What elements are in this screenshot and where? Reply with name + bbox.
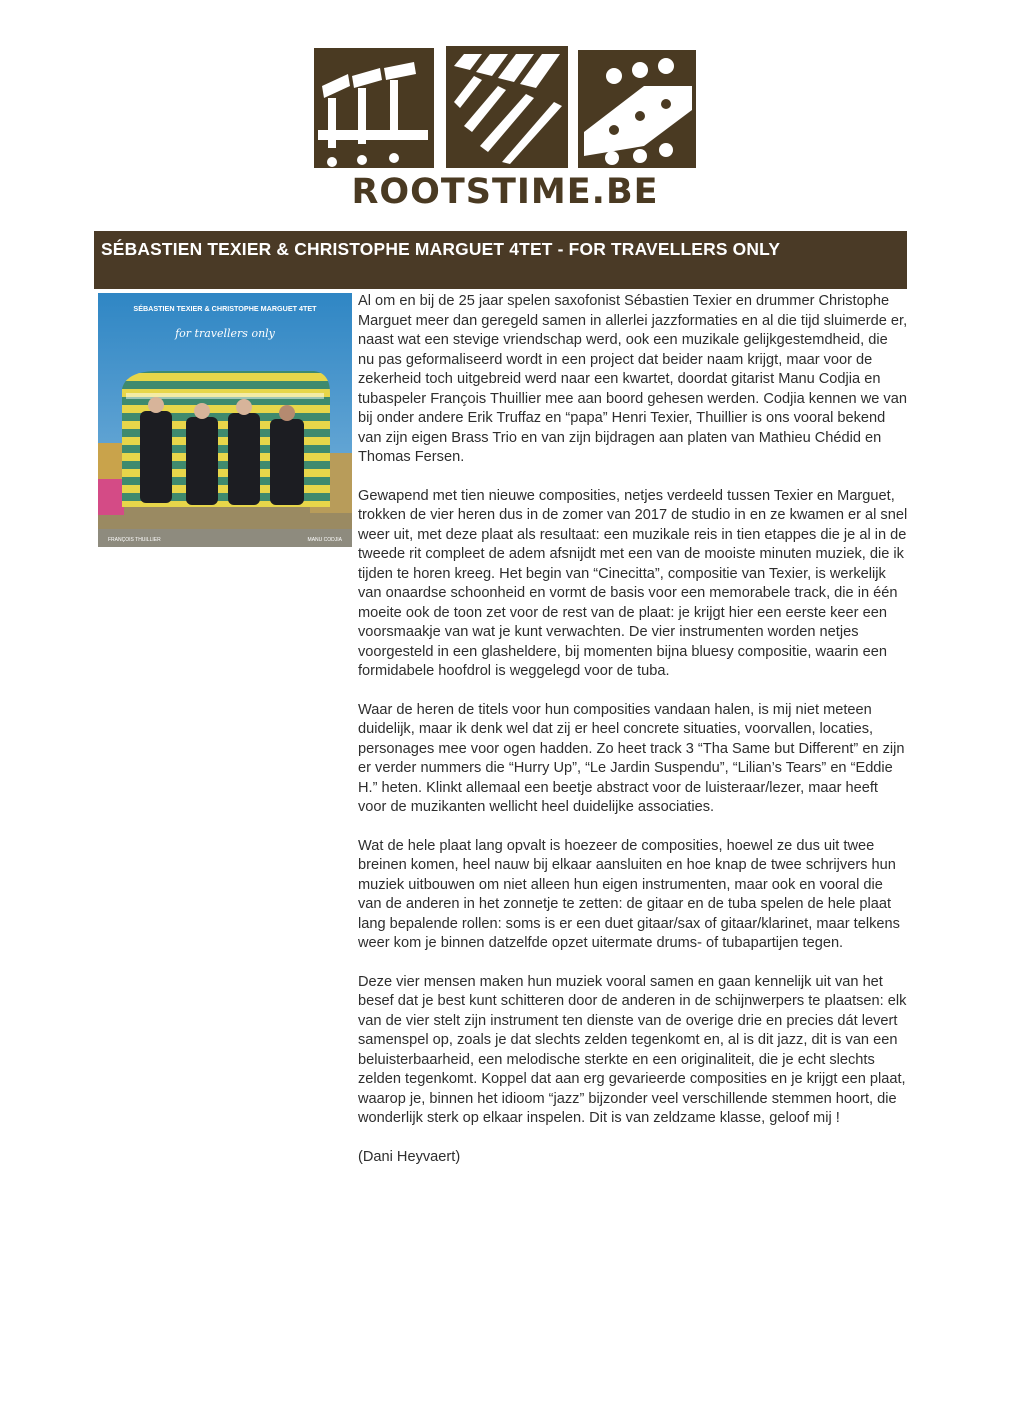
site-logo bbox=[314, 46, 696, 212]
logo-wordmark: ROOTSTIME.BE bbox=[351, 172, 659, 212]
article-paragraph: Al om en bij de 25 jaar spelen saxofonist Sébastien Texier en drummer Christophe Marguet meer dan geregeld samen in allerlei jazzformaties en al die tijd sluimerde er, naast wat een stevige vriendschap werd, ook een muzikale gelijkgestemdheid, die nu pas geformaliseerd wordt in een project dat beider naam krijgt, maar voor de zekerheid toch uitgebreid werd naar een kwartet, doordat gitarist Manu Codjia en tubaspeler François Thuillier mee aan boord gehesen werden. Codjia kennen we van bij onder andere Erik Truffaz en “papa” Henri Texier, Thuillier is ons vooral bekend van zijn eigen Brass Trio en van zijn bijdragen aan platen van Mathieu Chédid en Thomas Fersen. bbox=[358, 293, 908, 465]
album-cover bbox=[98, 293, 352, 547]
article-paragraph: Wat de hele plaat lang opvalt is hoezeer de composities, hoewel ze dus uit twee breinen komen, heel nauw bij elkaar aansluiten en hoe knap de twee schrijvers hun muziek uitbouwen om niet alleen hun eigen instrumenten, maar ook en vooral die van de anderen in het zonnetje te zetten: de gitaar en de tuba spelen de hele plaat lang bepalende rollen: soms is er een duet gitaar/sax of gitaar/klarinet, maar telkens weer kom je binnen datzelfde opzet uitermate drums- of tubapartijen tegen. bbox=[358, 837, 900, 951]
logo-graphic bbox=[314, 46, 696, 170]
album-cover-art bbox=[98, 293, 352, 547]
article-title-bar bbox=[94, 231, 907, 289]
logo-block-piano bbox=[446, 46, 568, 168]
cover-footer-right: MANU CODJIA bbox=[307, 537, 342, 543]
article-signature: (Dani Heyvaert) bbox=[358, 1148, 461, 1165]
article-body bbox=[358, 292, 908, 1186]
article-paragraph: Deze vier mensen maken hun muziek vooral samen en gaan kennelijk uit van het besef dat je best kunt schitteren door de anderen in de schijnwerpers te plaatsen: elk van de vier stelt zijn instrument ten dienste van de overige drie en precies dát levert samenspel op, zoals je dat slechts zelden tegenkomt en, al is dit jazz, dit is van een beluisterbaarheid, een melodische sterkte en een originaliteit, die je echt slechts zelden tegenkomt. Koppel dat aan erg gevarieerde composities en je krijgt een plaat, waarop je, binnen het idioom “jazz” bijzonder veel verschillende stemmen hoort, die wonderlijk sterk op elkaar inspelen. Dit is van zeldzame klasse, geloof mij ! bbox=[358, 973, 907, 1126]
logo-block-fence bbox=[314, 48, 434, 168]
article-title: SÉBASTIEN TEXIER & CHRISTOPHE MARGUET 4TET - FOR TRAVELLERS ONLY bbox=[101, 239, 781, 259]
article-paragraph: Waar de heren de titels voor hun composities vandaan halen, is mij niet meteen duidelijk, maar ik denk wel dat zij er heel concrete situaties, voorvallen, locaties, personages mee voor ogen hadden. Zo heet track 3 “Tha Same but Different” en zijn er verder nummers die “Hurry Up”, “Le Jardin Suspendu”, “Lilian’s Tears” en “Eddie H.” heten. Klinkt allemaal een beetje abstract voor de luisteraar/lezer, maar heeft voor de muzikanten wellicht heel duidelijke associaties. bbox=[358, 701, 905, 815]
article-paragraph: Gewapend met tien nieuwe composities, netjes verdeeld tussen Texier en Marguet, trokken de vier heren dus in de zomer van 2017 de studio in en ze kwamen er al snel weer uit, met deze plaat als resultaat: een muzikale reis in tien etappes die je al in de tweede rit compleet de adem afsnijdt met een van de mooiste minuten muziek, die ik tijden te horen kreeg. Het begin van “Cinecitta”, compositie van Texier, is werkelijk van onaardse schoonheid en vormt de basis voor een memorabele track, die in één moeite ook de toon zet voor de rest van de plaat: je krijgt hier een eerste keer een voorsmaakje van wat je kunt verwachten. De vier instrumenten worden netjes voorgesteld in een glasheldere, bij momenten bijna bluesy compositie, waarin een formidabele hoofdrol is weggelegd voor de tuba. bbox=[358, 487, 908, 679]
cover-subtitle: for travellers only bbox=[175, 327, 275, 340]
cover-heading: SÉBASTIEN TEXIER & CHRISTOPHE MARGUET 4TET bbox=[133, 304, 317, 313]
cover-footer-left: FRANÇOIS THUILLIER bbox=[108, 537, 161, 543]
logo-block-guitar bbox=[578, 50, 696, 168]
